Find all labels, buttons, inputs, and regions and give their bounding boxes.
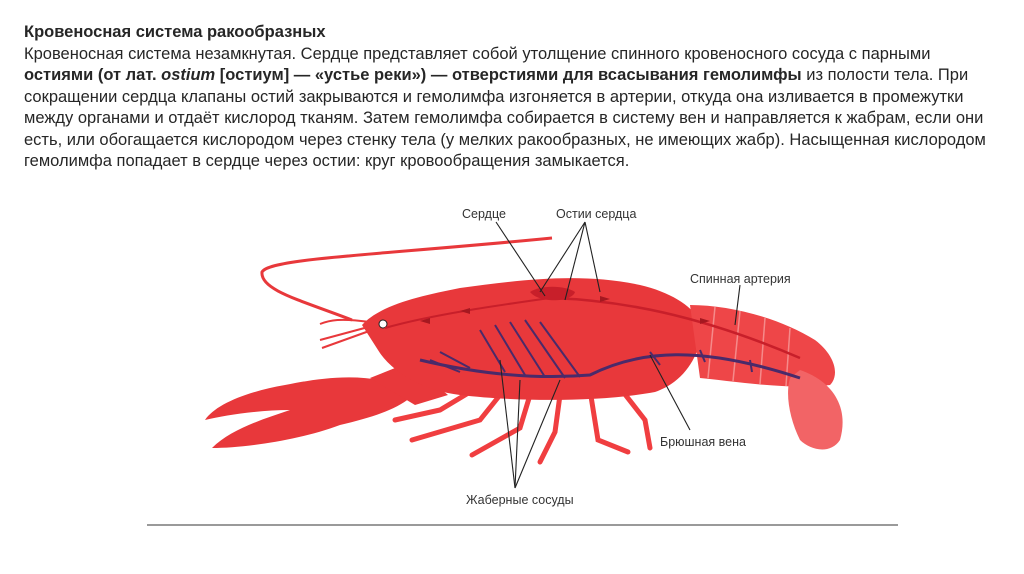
slide-paragraph [24, 44, 1004, 173]
ostium-latin: ostium [161, 66, 216, 84]
paragraph-text-1: Кровеносная система незамкнутая. Сердце представляет собой утолщение спинного кровеносного сосуда с парными [24, 44, 931, 63]
label-ostia: Остии сердца [556, 207, 637, 221]
paragraph-text-2: из полости тела. При сокращении сердца клапаны остий закрываются и гемолимфа изгоняется в артерии, откуда она изливается в промежутки между органами и отдаёт кислород тканям. Затем гемолимфа собирается в систему вен и направляется к жабрам, если они есть, или обогащается кислородом через стенку тела (у мелких ракообразных, не имеющих жабр). Насыщенная кислородом гемолимфа попадает в сердце через остии: круг кровообращения замыкается. [24, 66, 986, 170]
label-heart: Сердце [462, 207, 506, 221]
claw [205, 377, 410, 448]
ostia-bold-2: [остиум] — «устье реки») — отверстиями для всасывания гемолимфы [215, 66, 802, 84]
label-dorsal-artery: Спинная артерия [690, 272, 791, 286]
tail-fan [788, 370, 843, 449]
slide-title: Кровеносная система ракообразных [24, 23, 326, 41]
ostia-term [24, 66, 802, 84]
label-gill-vessels: Жаберные сосуды [466, 493, 574, 507]
slide-text [24, 22, 1004, 173]
crayfish-circulatory-diagram [0, 195, 1024, 574]
label-ventral-vein: Брюшная вена [660, 435, 746, 449]
ostia-bold-1: остиями (от лат. [24, 66, 162, 84]
antenna-2 [320, 320, 370, 324]
divider-line [147, 524, 898, 526]
